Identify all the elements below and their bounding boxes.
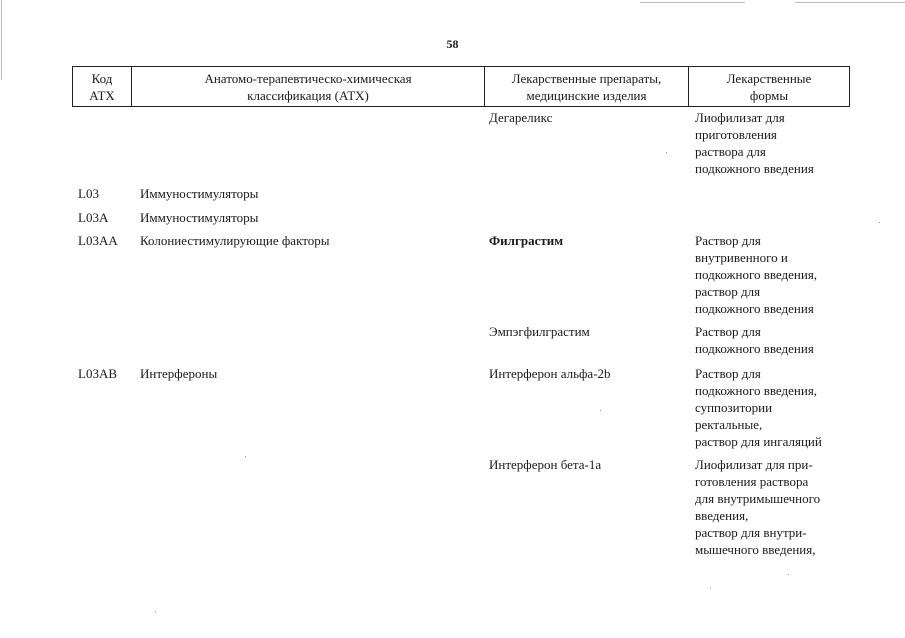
drug-name: Интерферон альфа-2b [489, 366, 611, 381]
atc-classification: Интерфероны [140, 366, 218, 381]
atc-code: L03 [78, 186, 99, 201]
header-forms [689, 67, 849, 106]
scan-speck [879, 222, 880, 223]
scan-edge-top-right [795, 2, 905, 3]
atc-code: L03A [78, 210, 109, 225]
dosage-form: Раствор для подкожного введения [695, 324, 814, 356]
dosage-form: Лиофилизат для приготовления раствора для подкожного введения [695, 110, 814, 176]
table-header [72, 66, 850, 107]
scan-speck [245, 456, 246, 457]
header-drugs [485, 67, 689, 106]
drug-name: Дегареликс [489, 110, 553, 125]
dosage-form: Лиофилизат для при- готовления раствора для внутримышечного введения, раствор для внутри- мышечного введения, [695, 457, 821, 557]
atc-code: L03AB [78, 366, 117, 381]
dosage-form: Раствор для внутривенного и подкожного введения, раствор для подкожного введения [695, 233, 818, 316]
page-number: 58 [446, 37, 459, 51]
drug-name: Эмпэгфилграстим [489, 324, 590, 339]
atc-classification: Иммуностимуляторы [140, 210, 259, 225]
scan-edge-top-mid [640, 2, 745, 3]
header-drugs-text: Лекарственные препараты, медицинские изделия [511, 70, 662, 103]
header-code [73, 67, 132, 106]
header-forms-text: Лекарственные формы [726, 70, 812, 103]
atc-classification: Иммуностимуляторы [140, 186, 259, 201]
atc-code: L03AA [78, 233, 118, 248]
scan-speck [710, 587, 711, 588]
scan-speck [788, 574, 789, 575]
dosage-form: Раствор для подкожного введения, суппозитории ректальные, раствор для ингаляций [695, 366, 822, 449]
scan-speck [600, 410, 601, 411]
drug-name: Филграстим [489, 233, 564, 248]
header-code-text: Код АТХ [89, 70, 115, 103]
scan-speck [666, 152, 667, 153]
scan-speck [155, 611, 156, 612]
header-classification-text: Анатомо-терапевтическо-химическая классификация (АТХ) [204, 70, 412, 103]
drug-name: Интерферон бета-1a [489, 457, 602, 472]
atc-classification: Колониестимулирующие факторы [140, 233, 330, 248]
header-classification [132, 67, 485, 106]
